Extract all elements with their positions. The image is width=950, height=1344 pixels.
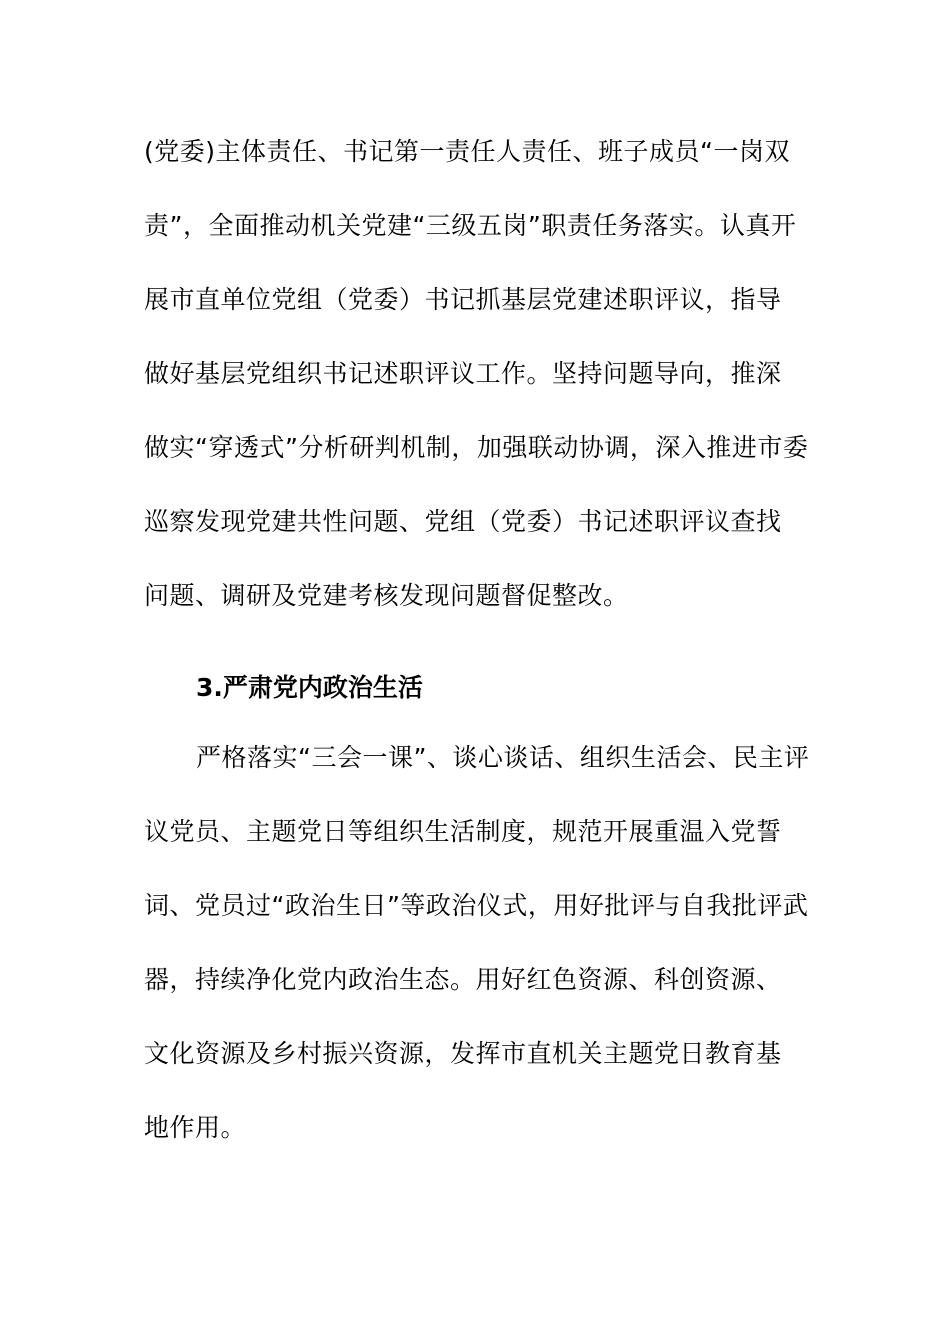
paragraph-line: 展市直单位党组（党委）书记抓基层党建述职评议，指导 [144, 285, 782, 314]
paragraph-line: 词、党员过“政治生日”等政治仪式，用好批评与自我批评武 [144, 891, 809, 920]
paragraph-line: 地作用。 [144, 1113, 247, 1142]
paragraph-line: 议党员、主题党日等组织生活制度，规范开展重温入党誓 [144, 817, 782, 846]
paragraph-line: 做实“穿透式”分析研判机制，加强联动协调，深入推进市委 [144, 433, 809, 462]
paragraph-line: 文化资源及乡村振兴资源，发挥市直机关主题党日教育基 [144, 1039, 782, 1068]
paragraph-line: 问题、调研及党建考核发现问题督促整改。 [144, 581, 629, 610]
paragraph-line: 严格落实“三会一课”、谈心谈话、组织生活会、民主评 [196, 743, 810, 772]
paragraph-line: (党委)主体责任、书记第一责任人责任、班子成员“一岗双 [144, 137, 790, 166]
paragraph-line: 巡察发现党建共性问题、党组（党委）书记述职评议查找 [144, 507, 782, 536]
paragraph-line: 责”，全面推动机关党建“三级五岗”职责任务落实。认真开 [144, 211, 797, 240]
paragraph-line: 做好基层党组织书记述职评议工作。坚持问题导向，推深 [144, 359, 782, 388]
paragraph-line: 器，持续净化党内政治生态。用好红色资源、科创资源、 [144, 965, 782, 994]
section-heading: 3.严肃党内政治生活 [196, 673, 423, 702]
